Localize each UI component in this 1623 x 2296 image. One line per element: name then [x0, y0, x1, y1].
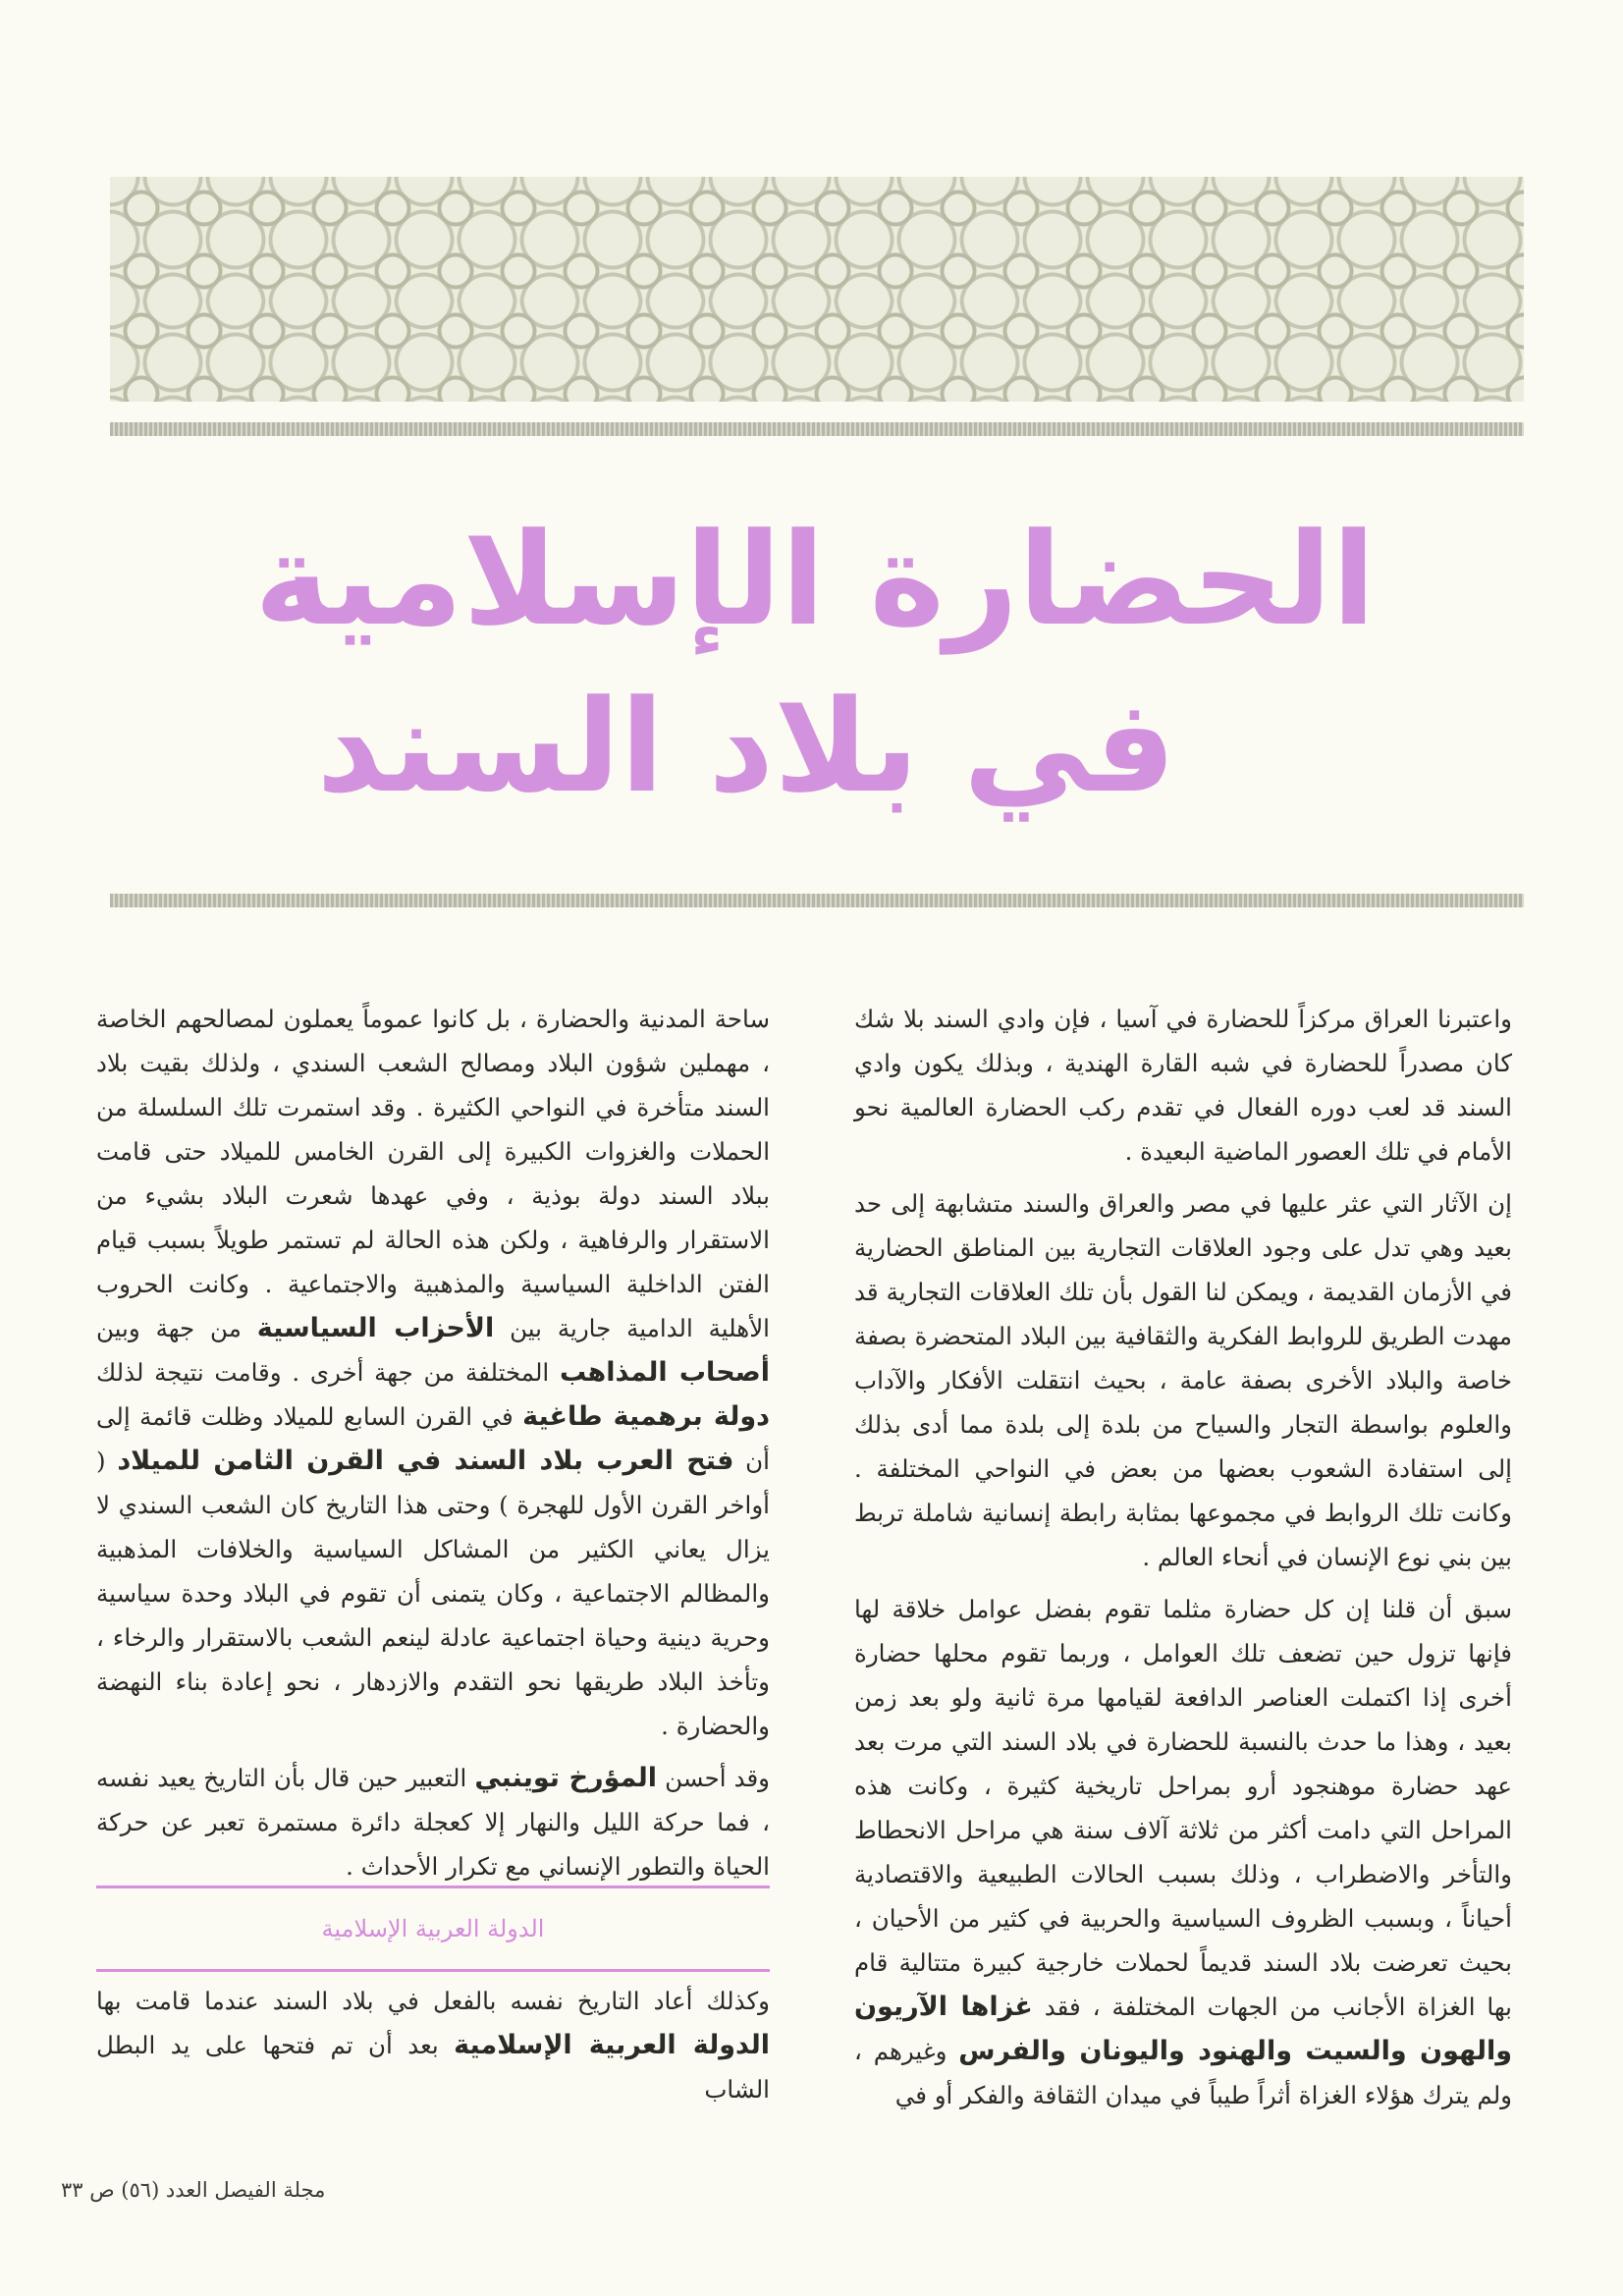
paragraph: واعتبرنا العراق مركزاً للحضارة في آسيا ، فإن وادي السند بلا شك كان مصدراً للحضارة في شبه القارة الهندية ، وبذلك يكون وادي السند قد لعب دوره الفعال في تقدم ركب الحضارة العالمية نحو الأمام في تلك العصور الماضية البعيدة . [854, 1005, 1512, 1166]
title-line-2: في بلاد السند [316, 672, 1176, 821]
bold-text: المؤرخ توينبي [474, 1763, 658, 1793]
divider-bottom [110, 894, 1524, 907]
ornamental-band-bottom [110, 300, 1524, 402]
text-run: من جهة وبين [96, 1314, 242, 1342]
ornamental-band-top [110, 177, 1524, 302]
text-run: التعبير حين قال بأن التاريخ يعيد نفسه ، فما حركة الليل والنهار إلا كعجلة دائرة مستمرة تعبر عن حركة الحياة والتطور الإنساني مع تكرار الأحداث . [96, 1764, 770, 1881]
paragraph [96, 1979, 770, 2111]
left-column [96, 997, 770, 1896]
title-line-1: الحضارة الإسلامية [254, 505, 1376, 654]
page-footer: مجلة الفيصل العدد (٥٦) ص ٣٣ [61, 2178, 326, 2202]
text-run: بعد أن تم فتحها على يد البطل الشاب [96, 2031, 770, 2104]
section-subheading [96, 1886, 770, 1972]
text-run: وكذلك أعاد التاريخ نفسه بالفعل في بلاد السند عندما قامت بها [96, 1987, 770, 2015]
paragraph: إن الآثار التي عثر عليها في مصر والعراق والسند متشابهة إلى حد بعيد وهي تدل على وجود العلاقات التجارية بين المناطق الحضارية في الأزمان القديمة ، ويمكن لنا القول بأن تلك العلاقات التجارية قد مهدت الطريق للروابط الفكرية والثقافية بين البلاد المتحضرة بصفة خاصة والبلاد الأخرى بصفة عامة ، بحيث انتقلت الأفكار والآداب والعلوم بواسطة التجار والسياح من بلدة إلى بلدة مما أدى بذلك إلى استفادة الشعوب بعضها من بعض في النواحي المختلفة . وكانت تلك الروابط في مجموعها بمثابة رابطة إنسانية شاملة تربط بين بني نوع الإنسان في أنحاء العالم . [854, 1189, 1512, 1571]
divider-top [110, 422, 1524, 436]
subheading-text: الدولة العربية الإسلامية [321, 1915, 545, 1942]
text-run: ( أواخر القرن الأول للهجرة ) وحتى هذا التاريخ كان الشعب السندي لا يزال يعاني الكثير من المشاكل السياسية والخلافات المذهبية والمظالم الاجتماعية ، وكان يتمنى أن تقوم في البلاد وحدة سياسية وحرية دينية وحياة اجتماعية عادلة لينعم الشعب بالاستقرار والرخاء ، وتأخذ البلاد طريقها نحو التقدم والازدهار ، نحو إعادة بناء النهضة والحضارة . [96, 1447, 770, 1740]
text-run: وغيرهم ، ولم يترك هؤلاء الغزاة أثراً طيباً في ميدان الثقافة والفكر أو في [854, 2037, 1512, 2109]
right-column [854, 997, 1512, 2125]
bold-text: فتح العرب بلاد السند في القرن الثامن للميلاد [117, 1446, 734, 1476]
bold-text: غزاها الآريون والهون والسيت والهنود واليونان والفرس [854, 1992, 1512, 2066]
bold-text: الأحزاب السياسية [256, 1313, 495, 1343]
text-run: وقد أحسن [665, 1764, 770, 1792]
paragraph [854, 1587, 1512, 2117]
text-run: المختلفة من جهة أخرى . وقامت نتيجة لذلك [96, 1358, 550, 1387]
paragraph [96, 997, 770, 1748]
bold-text: دولة برهمية طاغية [522, 1401, 770, 1432]
text-run: ساحة المدنية والحضارة ، بل كانوا عموماً يعملون لمصالحهم الخاصة ، مهملين شؤون البلاد ومصالح الشعب السندي ، ولذلك بقيت بلاد السند متأخرة في النواحي الكثيرة . وقد استمرت تلك السلسلة من الحملات والغزوات الكبيرة إلى القرن الخامس للميلاد حتى قامت ببلاد السند دولة بوذية ، وفي عهدها شعرت البلاد بشيء من الاستقرار والرفاهية ، ولكن هذه الحالة لم تستمر طويلاً بسبب قيام الفتن الداخلية السياسية والمذهبية والاجتماعية . وكانت الحروب الأهلية الدامية جارية بين [96, 1005, 770, 1342]
bold-text: أصحاب المذاهب [559, 1357, 770, 1388]
text-run: في القرن السابع للميلاد وظلت قائمة إلى أن [96, 1402, 770, 1475]
article-title [98, 496, 1532, 879]
text-run: سبق أن قلنا إن كل حضارة مثلما تقوم بفضل عوامل خلاقة لها فإنها تزول حين تضعف تلك العوامل ، وربما تقوم محلها حضارة أخرى إذا اكتملت العناصر الدافعة لقيامها مرة ثانية ولو بعد زمن بعيد ، وهذا ما حدث بالنسبة للحضارة في بلاد السند التي مرت بعد عهد حضارة موهنجود أرو بمراحل تاريخية كثيرة ، وكانت هذه المراحل التي دامت أكثر من ثلاثة آلاف سنة هي مراحل الانحطاط والتأخر والاضطراب ، وذلك بسبب الحالات الطبيعية والاقتصادية أحياناً ، وبسبب الظروف السياسية والحربية في كثير من الأحيان ، بحيث تعرضت بلاد السند قديماً لحملات خارجية كبيرة متتالية قام بها الغزاة الأجانب من الجهات المختلفة ، فقد [854, 1595, 1512, 2021]
paragraph [96, 1756, 770, 1888]
bold-text: الدولة العربية الإسلامية [454, 2030, 770, 2060]
left-column-continuation [96, 1979, 770, 2119]
